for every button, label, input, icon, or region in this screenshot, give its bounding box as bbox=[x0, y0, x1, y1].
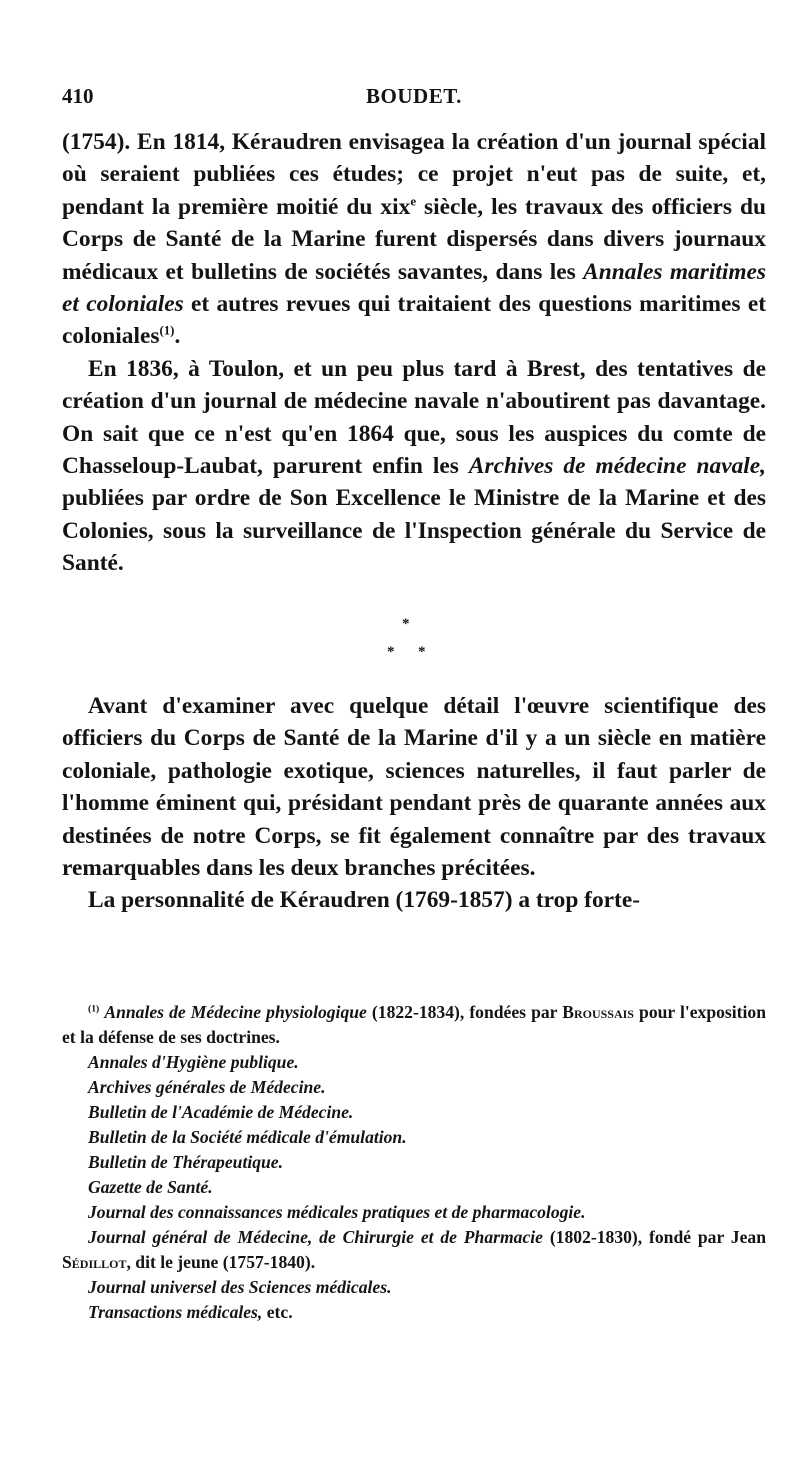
footnote-list-item: Bulletin de Thérapeutique. bbox=[88, 1152, 284, 1172]
footnote-reference: (1) bbox=[159, 324, 175, 339]
footnote-list-item: Journal général de Médecine, de Chirurgie et de Pharmacie (1802-1830), fondé par Jean Sédillot, dit le jeune (1757-1840). bbox=[62, 1227, 766, 1272]
paragraph-1: (1754). En 1814, Kéraudren envisagea la création d'un journal spécial où seraient publiées ces études; ce projet n'eut pas de suite, et, pendant la première moitié du xix$^e$ siècle, les travaux des officiers du Corps de Santé de la Marine furent dispersés dans divers journaux médicaux et bulletins de sociétés savantes, dans les Annales maritimes et coloniales et autres revues qui traitaient des questions maritimes et coloniales$^{(1)}$. bbox=[62, 129, 767, 350]
header-title: BOUDET. bbox=[366, 84, 462, 108]
main-text-upper bbox=[62, 126, 766, 580]
footnote-list-item: Gazette de Santé. bbox=[88, 1177, 213, 1197]
running-head bbox=[62, 84, 766, 112]
main-text-lower bbox=[62, 690, 766, 917]
footnote-marker: (1) bbox=[88, 1003, 100, 1015]
paragraph-4: La personnalité de Kéraudren (1769-1857) a trop forte- bbox=[88, 887, 640, 914]
footnote-list-item: Annales d'Hygiène publique. bbox=[88, 1052, 299, 1072]
asterism-star: * bbox=[387, 644, 395, 660]
footnote-list-item: Bulletin de l'Académie de Médecine. bbox=[88, 1102, 354, 1122]
page-number: 410 bbox=[62, 84, 94, 108]
footnote-list-item: Archives générales de Médecine. bbox=[88, 1077, 326, 1097]
author-name: Broussais bbox=[562, 1002, 634, 1022]
footnote-list-item: Journal universel des Sciences médicales. bbox=[88, 1277, 392, 1297]
footnote-1: $^{(1)}$ Annales de Médecine physiologique (1822-1834), fondées par Broussais pour l'exposition et la défense de ses doctrines. bbox=[62, 1002, 766, 1047]
italic-title: Annales maritimes et coloniales bbox=[62, 258, 767, 318]
footnotes bbox=[62, 1000, 766, 1325]
document-page bbox=[62, 0, 766, 1468]
italic-title: Archives de médecine navale, bbox=[468, 453, 766, 480]
footnote-list-item: Transactions médicales, etc. bbox=[88, 1302, 293, 1322]
paragraph-2: En 1836, à Toulon, et un peu plus tard à Brest, des tentatives de création d'un journal de médecine navale n'aboutirent pas davantage. On sait que ce n'est qu'en 1864 que, sous les auspices du comte de Chasseloup-Laubat, parurent enfin les Archives de médecine navale, publiées par ordre de Son Excellence le Ministre de la Marine et des Colonies, sous la surveillance de l'Inspection générale du Service de Santé. bbox=[62, 355, 766, 577]
asterism-star: * bbox=[402, 616, 410, 632]
footnote-list-item: Journal des connaissances médicales pratiques et de pharmacologie. bbox=[88, 1202, 586, 1222]
asterism-star: * bbox=[418, 644, 426, 660]
asterism-divider bbox=[380, 612, 440, 662]
footnote-list-item: Bulletin de la Société médicale d'émulation. bbox=[88, 1127, 407, 1147]
paragraph-3: Avant d'examiner avec quelque détail l'œuvre scientifique des officiers du Corps de Santé de la Marine d'il y a un siècle en matière coloniale, pathologie exotique, sciences naturelles, il faut parler de l'homme éminent qui, présidant pendant près de quarante années aux destinées de notre Corps, se fit également connaître par des travaux remarquables dans les deux branches précitées. bbox=[62, 693, 766, 882]
author-name: Sédillot bbox=[62, 1252, 127, 1272]
superscript-e: e bbox=[410, 194, 417, 209]
